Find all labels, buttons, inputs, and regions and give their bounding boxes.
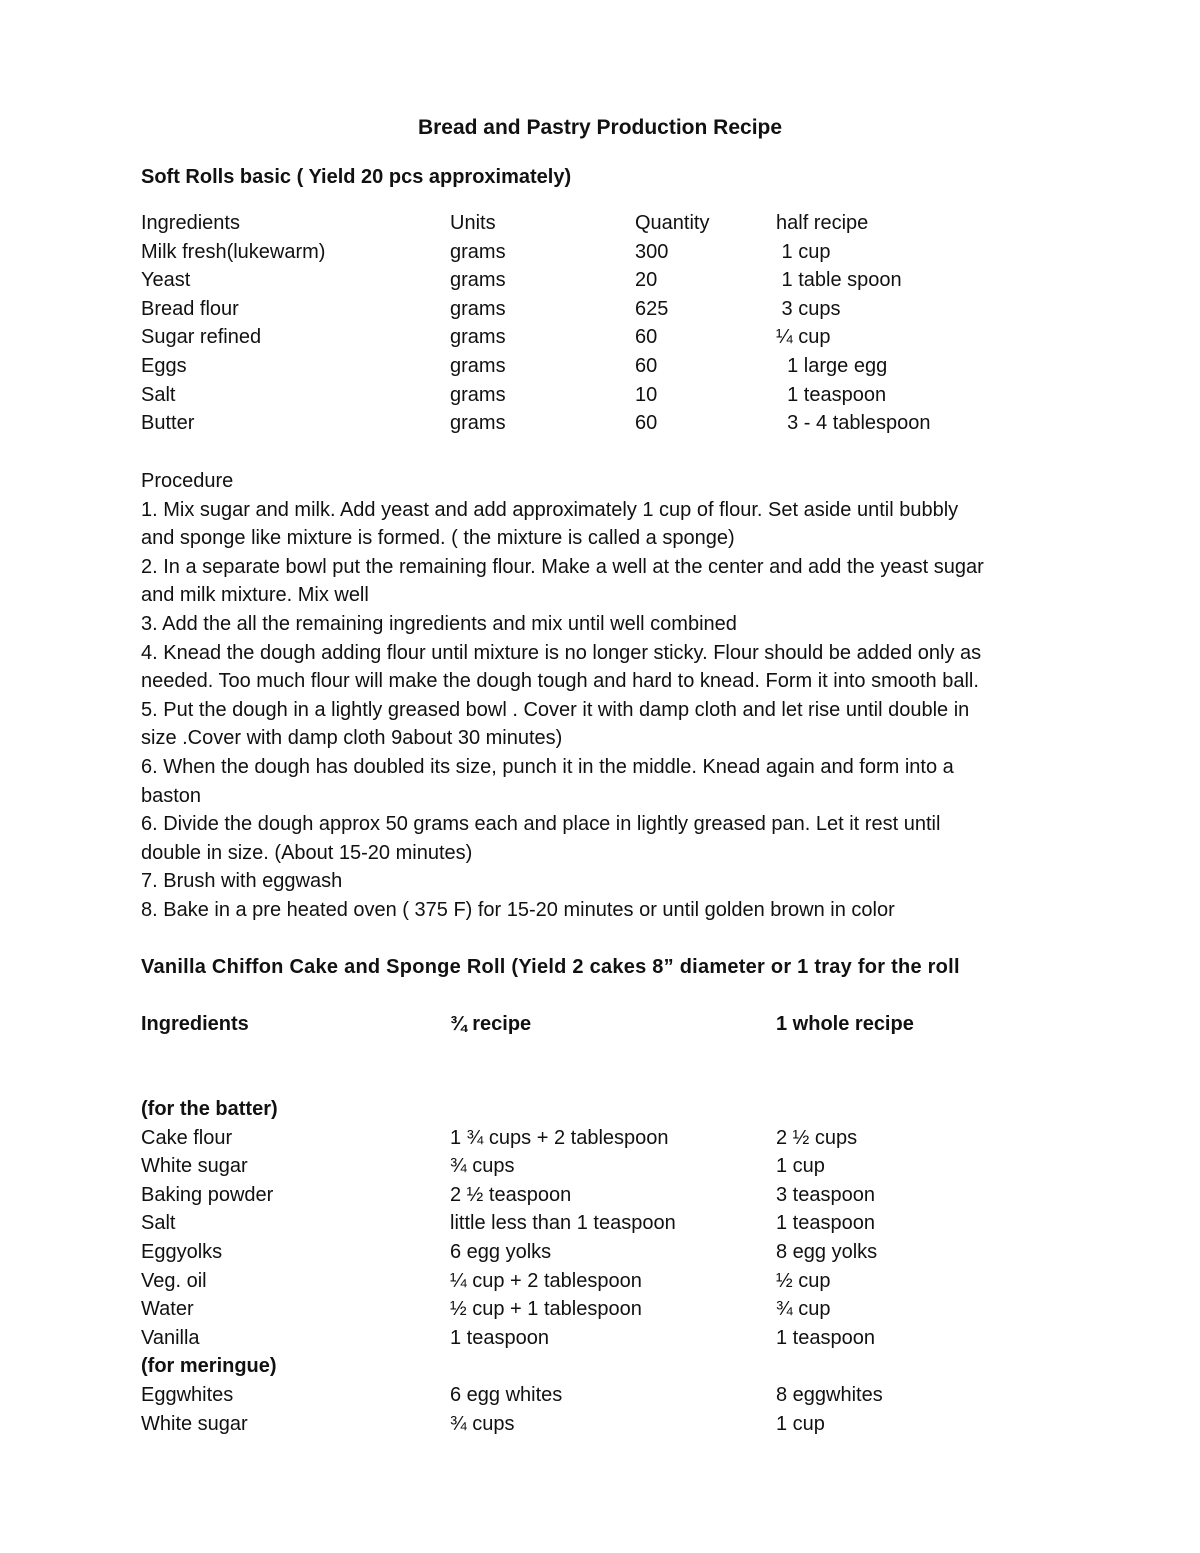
table-row: [141, 323, 1036, 352]
procedure-line: 5. Put the dough in a lightly greased bowl . Cover it with damp cloth and let rise until double in: [141, 698, 970, 721]
table-row: [141, 1381, 1036, 1410]
ingredient-unit: grams: [450, 383, 506, 406]
ingredient-three-quarter: little less than 1 teaspoon: [450, 1212, 676, 1235]
table-row: [141, 1295, 1036, 1324]
ingredient-three-quarter: 6 egg yolks: [450, 1240, 552, 1263]
ingredient-name: Yeast: [141, 269, 191, 292]
ingredient-whole: ½ cup: [776, 1269, 831, 1292]
procedure-line: and milk mixture. Mix well: [141, 584, 369, 607]
table-row: [141, 1410, 1036, 1439]
soft-rolls-ingredients-table: [141, 209, 1036, 438]
column-header-quantity: Quantity: [635, 212, 710, 234]
ingredient-half-recipe: 1 cup: [776, 240, 831, 263]
chiffon-ingredients-table: [141, 1095, 1036, 1438]
column-header-three-quarter-recipe: ¾ recipe: [450, 1013, 532, 1035]
ingredient-unit: grams: [450, 326, 506, 349]
ingredient-name: Water: [141, 1298, 194, 1321]
ingredient-unit: grams: [450, 240, 506, 263]
table-row: [141, 1267, 1036, 1296]
ingredient-half-recipe: 1 large egg: [776, 354, 888, 377]
ingredient-unit: grams: [450, 297, 506, 320]
column-header-ingredients: Ingredients: [141, 212, 240, 234]
batter-label-row: [141, 1095, 1036, 1124]
ingredient-quantity: 20: [635, 269, 658, 292]
ingredient-name: Eggyolks: [141, 1240, 223, 1263]
table-row: [141, 1152, 1036, 1181]
ingredient-half-recipe: 1 teaspoon: [776, 383, 887, 406]
ingredient-name: Baking powder: [141, 1183, 274, 1206]
procedure-line: 2. In a separate bowl put the remaining flour. Make a well at the center and add the yeast sugar: [141, 555, 984, 578]
procedure-line: double in size. (About 15-20 minutes): [141, 841, 473, 864]
ingredient-whole: 1 teaspoon: [776, 1326, 875, 1349]
table-row: [141, 409, 1036, 438]
ingredient-quantity: 10: [635, 383, 658, 406]
procedure-line: 4. Knead the dough adding flour until mixture is no longer sticky. Flour should be added only as: [141, 641, 982, 664]
table-header-row: [141, 209, 1036, 238]
ingredient-name: Butter: [141, 412, 195, 435]
column-header-whole-recipe: 1 whole recipe: [776, 1013, 914, 1035]
chiffon-table-header: [141, 1010, 914, 1038]
procedure-heading: Procedure: [141, 470, 234, 492]
soft-rolls-heading: Soft Rolls basic ( Yield 20 pcs approximately): [141, 166, 572, 188]
ingredient-whole: 2 ½ cups: [776, 1126, 858, 1149]
ingredient-whole: 1 cup: [776, 1155, 825, 1178]
ingredient-unit: grams: [450, 412, 506, 435]
procedure-line: 3. Add the all the remaining ingredients and mix until well combined: [141, 612, 737, 635]
ingredient-quantity: 60: [635, 412, 658, 435]
procedure-line: 1. Mix sugar and milk. Add yeast and add approximately 1 cup of flour. Set aside until bubbly: [141, 498, 959, 521]
ingredient-whole: 1 cup: [776, 1412, 825, 1435]
table-row: [141, 238, 1036, 267]
table-row: [141, 1238, 1036, 1267]
table-row: [141, 1209, 1036, 1238]
table-row: [141, 352, 1036, 381]
ingredient-name: Sugar refined: [141, 326, 262, 349]
table-row: [141, 1124, 1036, 1153]
ingredient-name: Bread flour: [141, 297, 239, 320]
ingredient-quantity: 625: [635, 297, 669, 320]
column-header-half-recipe: half recipe: [776, 212, 869, 234]
ingredient-three-quarter: 1 ¾ cups + 2 tablespoon: [450, 1126, 669, 1149]
ingredient-name: White sugar: [141, 1412, 248, 1435]
ingredient-half-recipe: 1 table spoon: [776, 269, 902, 292]
ingredient-whole: 8 egg yolks: [776, 1240, 878, 1263]
ingredient-whole: 1 teaspoon: [776, 1212, 875, 1235]
ingredient-unit: grams: [450, 354, 506, 377]
ingredient-three-quarter: ¾ cups: [450, 1155, 515, 1178]
chiffon-heading: Vanilla Chiffon Cake and Sponge Roll (Yield 2 cakes 8” diameter or 1 tray for the roll: [141, 956, 960, 978]
ingredient-name: Salt: [141, 1212, 176, 1235]
ingredient-three-quarter: ¾ cups: [450, 1412, 515, 1435]
ingredient-three-quarter: 2 ½ teaspoon: [450, 1183, 572, 1206]
procedure-line: 6. When the dough has doubled its size, punch it in the middle. Knead again and form into a: [141, 755, 954, 778]
ingredient-unit: grams: [450, 269, 506, 292]
table-row: [141, 1181, 1036, 1210]
procedure-line: baston: [141, 784, 202, 807]
ingredient-whole: 3 teaspoon: [776, 1183, 875, 1206]
table-row: [141, 266, 1036, 295]
ingredient-name: Vanilla: [141, 1326, 200, 1349]
ingredient-three-quarter: 6 egg whites: [450, 1383, 563, 1406]
procedure-section: [141, 467, 1071, 925]
procedure-line: needed. Too much flour will make the dough tough and hard to knead. Form it into smooth ball.: [141, 670, 979, 693]
batter-label: (for the batter): [141, 1098, 278, 1120]
ingredient-whole: ¾ cup: [776, 1298, 831, 1321]
table-row: [141, 1324, 1036, 1353]
ingredient-three-quarter: 1 teaspoon: [450, 1326, 549, 1349]
ingredient-name: White sugar: [141, 1155, 248, 1178]
meringue-label: (for meringue): [141, 1355, 277, 1378]
document-title: Bread and Pastry Production Recipe: [417, 116, 783, 139]
ingredient-name: Eggs: [141, 354, 187, 377]
table-row: [141, 295, 1036, 324]
ingredient-name: Salt: [141, 383, 176, 406]
ingredient-three-quarter: ¼ cup + 2 tablespoon: [450, 1269, 642, 1292]
procedure-line: size .Cover with damp cloth 9about 30 minutes): [141, 727, 563, 750]
ingredient-three-quarter: ½ cup + 1 tablespoon: [450, 1298, 642, 1321]
ingredient-name: Eggwhites: [141, 1383, 234, 1406]
column-header-ingredients: Ingredients: [141, 1013, 249, 1035]
column-header-units: Units: [450, 212, 496, 234]
ingredient-quantity: 60: [635, 326, 658, 349]
procedure-line: 8. Bake in a pre heated oven ( 375 F) for 15-20 minutes or until golden brown in color: [141, 898, 895, 921]
ingredient-half-recipe: 3 - 4 tablespoon: [776, 412, 931, 435]
ingredient-quantity: 300: [635, 240, 669, 263]
ingredient-quantity: 60: [635, 354, 658, 377]
ingredient-half-recipe: ¼ cup: [776, 326, 831, 349]
table-row: [141, 381, 1036, 410]
ingredient-name: Cake flour: [141, 1126, 233, 1149]
procedure-line: 7. Brush with eggwash: [141, 870, 343, 893]
ingredient-name: Veg. oil: [141, 1269, 207, 1292]
meringue-label-row: [141, 1352, 1036, 1381]
ingredient-whole: 8 eggwhites: [776, 1383, 883, 1406]
procedure-line: 6. Divide the dough approx 50 grams each and place in lightly greased pan. Let it rest until: [141, 813, 941, 836]
ingredient-half-recipe: 3 cups: [776, 297, 841, 320]
ingredient-name: Milk fresh(lukewarm): [141, 240, 326, 263]
procedure-line: and sponge like mixture is formed. ( the mixture is called a sponge): [141, 527, 735, 550]
